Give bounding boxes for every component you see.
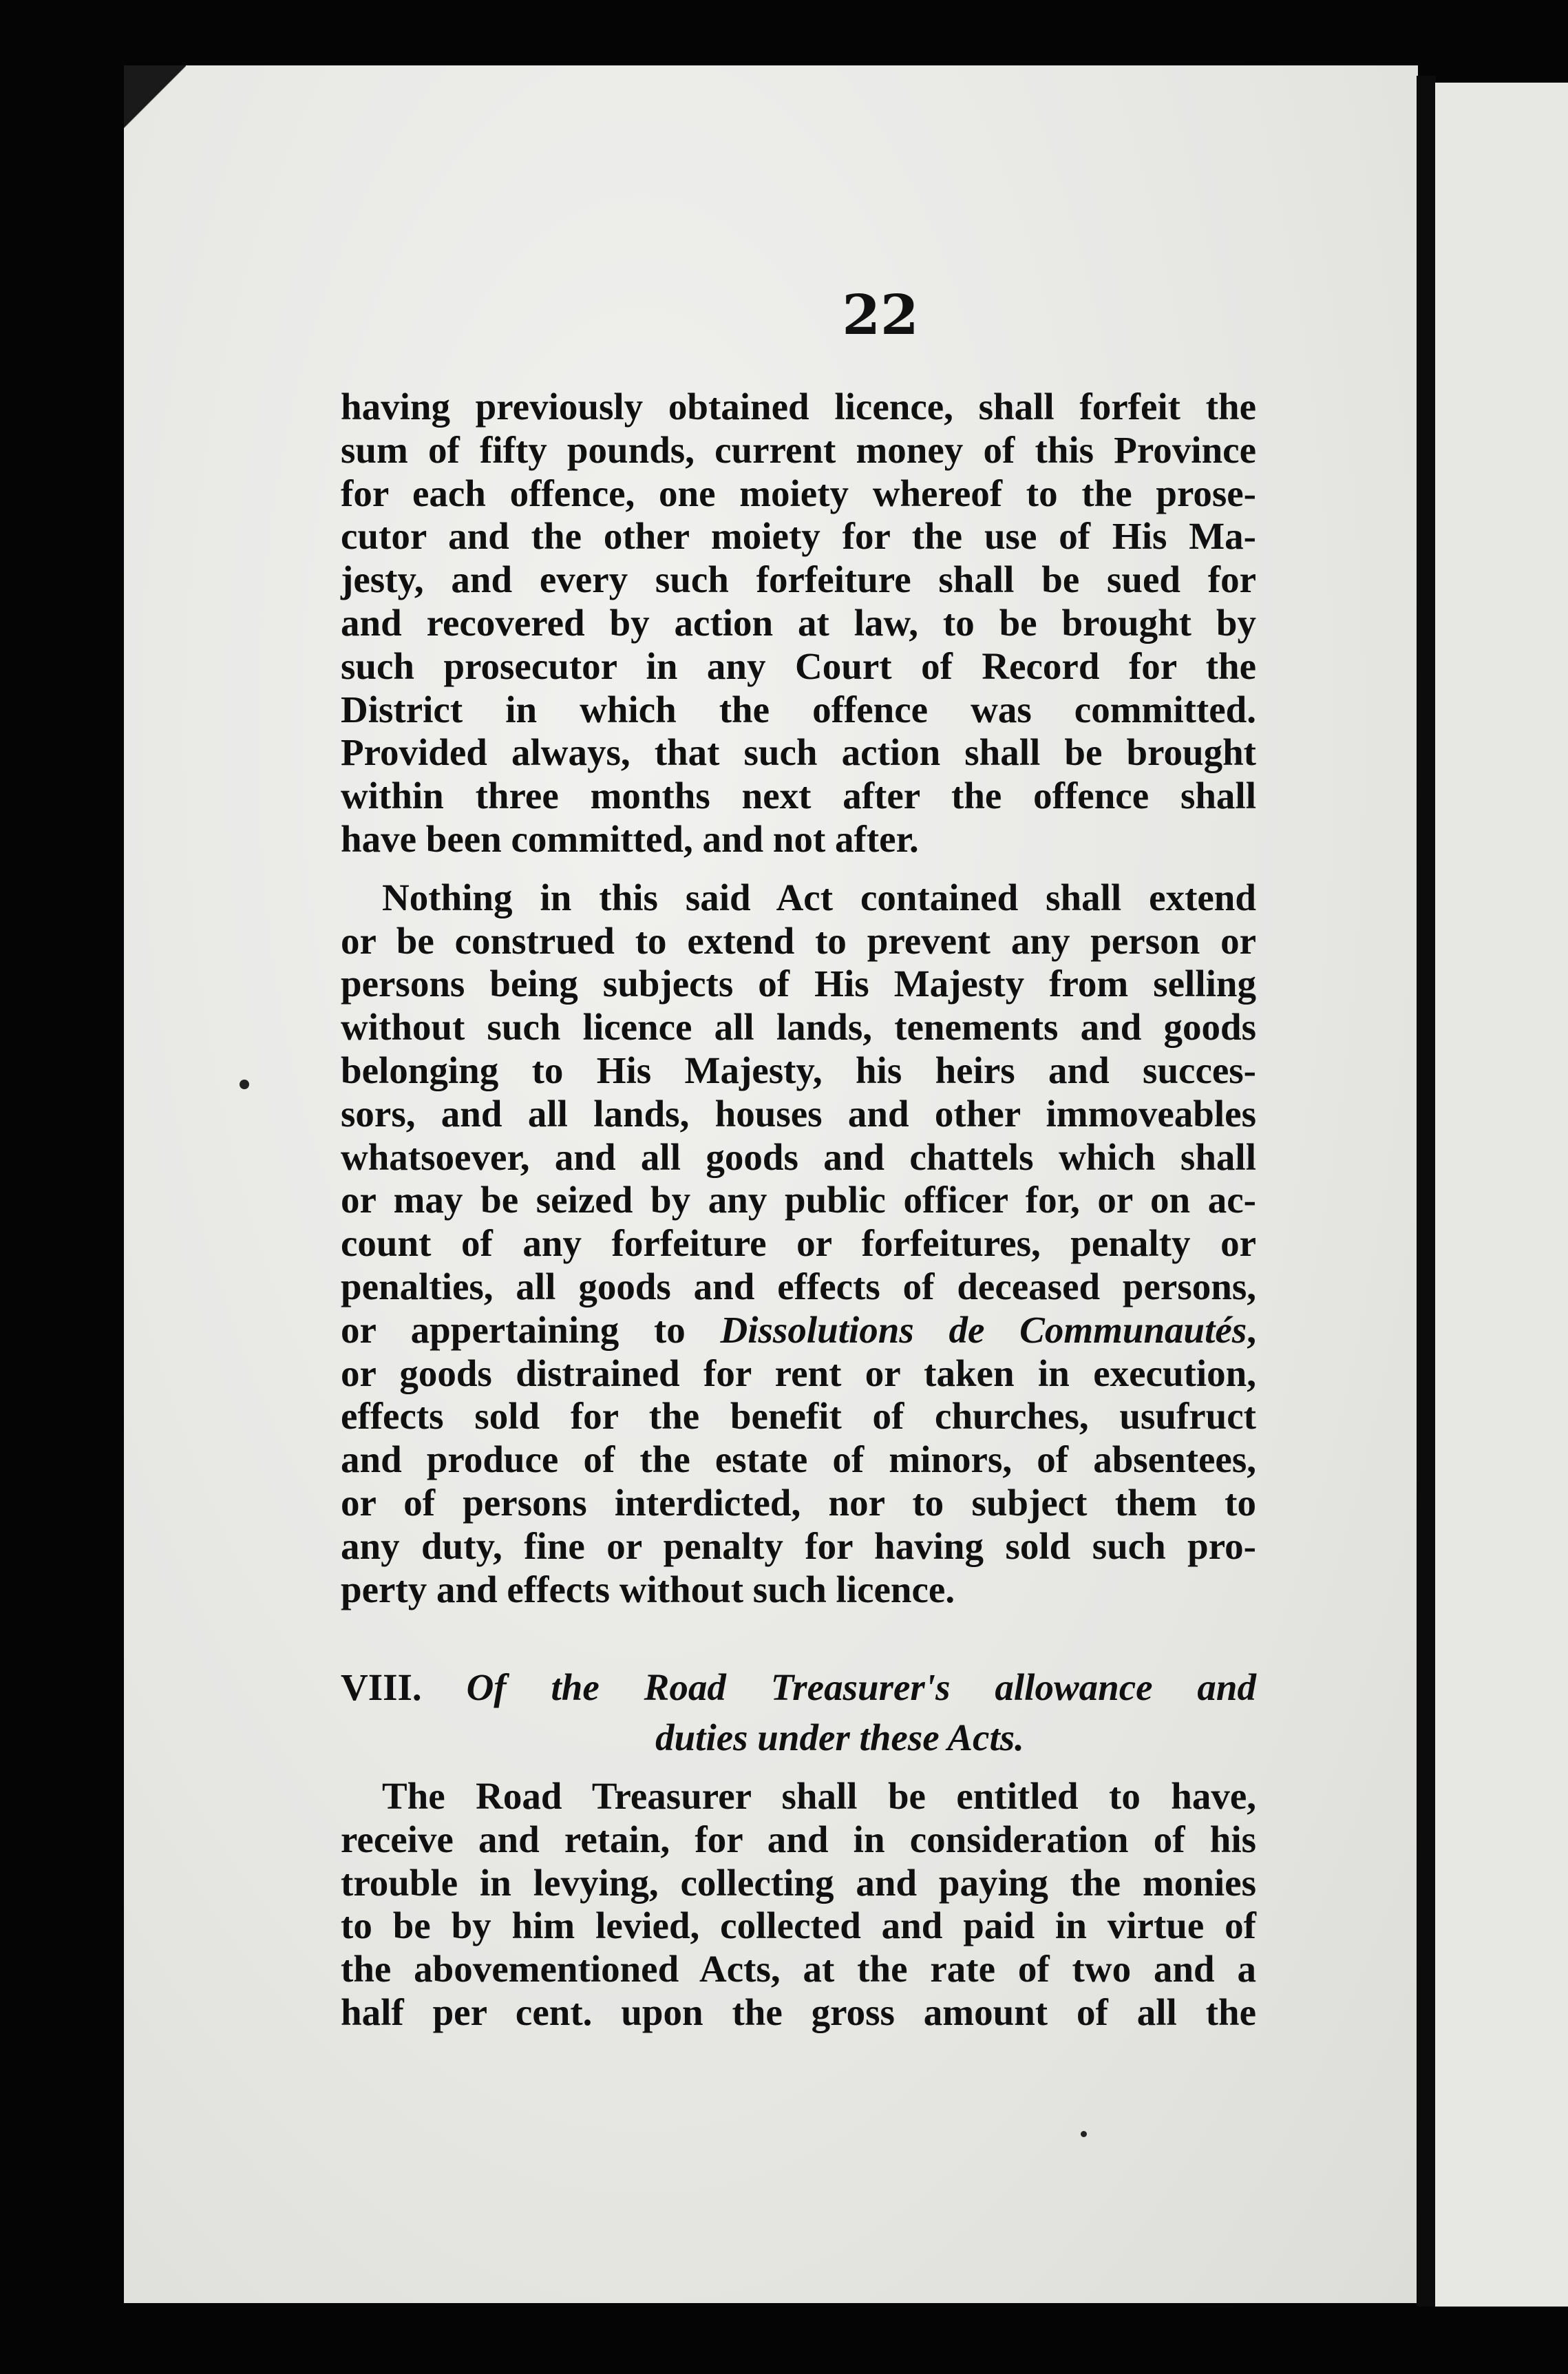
text-line: jesty, and every such forfeiture shall be sued for bbox=[341, 558, 1256, 601]
text-line: or goods distrained for rent or taken in execution, bbox=[341, 1352, 1256, 1394]
paragraph-1 bbox=[341, 386, 1256, 861]
text-fragment: , bbox=[1247, 1308, 1256, 1351]
text-line: penalties, all goods and effects of deceased persons, bbox=[341, 1265, 1256, 1307]
paragraph-2 bbox=[341, 876, 1256, 1612]
text-line: Provided always, that such action shall be brought bbox=[341, 731, 1256, 774]
section-heading bbox=[341, 1666, 1256, 1760]
section-numeral: VIII. bbox=[341, 1666, 422, 1709]
page-number: 22 bbox=[842, 282, 919, 347]
text-line: any duty, fine or penalty for having sold such pro- bbox=[341, 1524, 1256, 1567]
text-line: having previously obtained licence, shall forfeit the bbox=[341, 386, 1256, 428]
text-line: effects sold for the benefit of churches, usufruct bbox=[341, 1395, 1256, 1438]
text-line: and recovered by action at law, to be brought by bbox=[341, 601, 1256, 644]
text-line: to be by him levied, collected and paid in virtue of bbox=[341, 1904, 1256, 1947]
text-line: persons being subjects of His Majesty from selling bbox=[341, 963, 1256, 1005]
text-line: such prosecutor in any Court of Record for the bbox=[341, 644, 1256, 687]
text-line: half per cent. upon the gross amount of all the bbox=[341, 1990, 1256, 2033]
text-line-with-italics bbox=[341, 1309, 1256, 1352]
ink-speck bbox=[1081, 2131, 1087, 2137]
text-line: Nothing in this said Act contained shall extend bbox=[382, 876, 1256, 918]
text-line: The Road Treasurer shall be entitled to have, bbox=[382, 1774, 1256, 1817]
text-line: without such licence all lands, tenements and goods bbox=[341, 1006, 1256, 1049]
body-text bbox=[341, 386, 1256, 2035]
text-line: count of any forfeiture or forfeitures, penalty or bbox=[341, 1222, 1256, 1265]
folded-corner bbox=[124, 65, 186, 141]
text-line: have been committed, and not after. bbox=[341, 817, 919, 860]
paragraph-3 bbox=[341, 1775, 1256, 2035]
text-line: perty and effects without such licence. bbox=[341, 1568, 955, 1610]
text-fragment: or appertaining to bbox=[341, 1308, 721, 1351]
text-line: cutor and the other moiety for the use of His Ma- bbox=[341, 515, 1256, 558]
text-line: or be construed to extend to prevent any person or bbox=[341, 919, 1256, 962]
text-line: or of persons interdicted, nor to subject them to bbox=[341, 1481, 1256, 1524]
text-line: the abovementioned Acts, at the rate of two and a bbox=[341, 1948, 1256, 1990]
italic-phrase: Dissolutions de Communautés bbox=[720, 1308, 1247, 1351]
binding-gutter bbox=[1417, 76, 1436, 2307]
section-title-part: duties under these Acts. bbox=[655, 1716, 1024, 1759]
section-heading-line bbox=[341, 1666, 1256, 1710]
text-line: belonging to His Majesty, his heirs and succes- bbox=[341, 1049, 1256, 1091]
text-line: for each offence, one moiety whereof to the prose- bbox=[341, 472, 1256, 514]
ink-speck bbox=[240, 1080, 249, 1089]
text-line: receive and retain, for and in consideration of his bbox=[341, 1818, 1256, 1860]
text-line: and produce of the estate of minors, of absentees, bbox=[341, 1438, 1256, 1481]
text-line: within three months next after the offence shall bbox=[341, 775, 1256, 817]
text-line: whatsoever, and all goods and chattels which shall bbox=[341, 1135, 1256, 1178]
facing-page-edge bbox=[1435, 83, 1568, 2307]
text-line: sum of fifty pounds, current money of this Province bbox=[341, 428, 1256, 471]
text-line: or may be seized by any public officer for, or on ac- bbox=[341, 1179, 1256, 1221]
text-line: District in which the offence was committed. bbox=[341, 688, 1256, 731]
section-title-part: Of the Road Treasurer's allowance and bbox=[466, 1666, 1257, 1709]
text-line: sors, and all lands, houses and other immoveables bbox=[341, 1092, 1256, 1135]
text-line: trouble in levying, collecting and paying the monies bbox=[341, 1861, 1256, 1904]
